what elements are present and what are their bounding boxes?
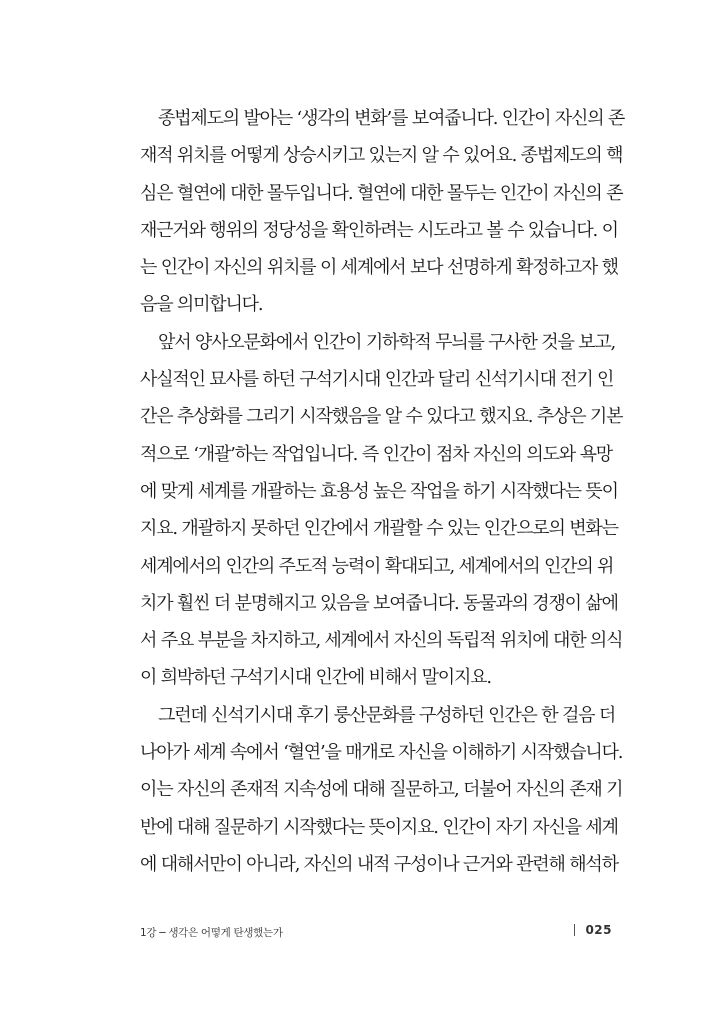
paragraph-line: 이는 자신의 존재적 지속성에 대해 질문하고, 더불어 자신의 존재 기 [140,779,623,801]
paragraph-line: 재적 위치를 어떻게 상승시키고 있는지 알 수 있어요. 종법제도의 핵 [140,145,623,167]
paragraph-line: 지요. 개괄하지 못하던 인간에서 개괄할 수 있는 인간으로의 변화는 [140,518,618,540]
paragraph-line: 앞서 양사오문화에서 인간이 기하학적 무늬를 구사한 것을 보고, [158,331,616,353]
paragraph-line: 세계에서의 인간의 주도적 능력이 확대되고, 세계에서의 인간의 위 [140,555,614,577]
paragraph-line: 반에 대해 질문하기 시작했다는 뜻이지요. 인간이 자기 자신을 세계 [140,816,618,838]
running-footer-chapter-title: 1강 ─ 생각은 어떻게 탄생했는가 [140,927,283,939]
paragraph-line: 사실적인 묘사를 하던 구석기시대 인간과 달리 신석기시대 전기 인 [140,369,614,391]
paragraph-line: 서 주요 부분을 차지하고, 세계에서 자신의 독립적 위치에 대한 의식 [140,630,623,652]
paragraph-line: 그런데 신석기시대 후기 룽산문화를 구성하던 인간은 한 걸음 더 [158,704,616,726]
paragraph-line: 간은 추상화를 그리기 시작했음을 알 수 있다고 했지요. 추상은 기본 [140,406,623,428]
paragraph-line: 치가 훨씬 더 분명해지고 있음을 보여줍니다. 동물과의 경쟁이 삶에 [140,592,618,614]
page-number-area [574,923,612,937]
paragraph-line: 이 희박하던 구석기시대 인간에 비해서 말이지요. [140,667,491,689]
paragraph-line: 재근거와 행위의 정당성을 확인하려는 시도라고 볼 수 있습니다. 이 [140,219,618,241]
paragraph-line: 적으로 ‘개괄’하는 작업입니다. 즉 인간이 점차 자신의 의도와 욕망 [140,443,612,465]
paragraph-line: 종법제도의 발아는 ‘생각의 변화’를 보여줍니다. 인간이 자신의 존 [158,108,625,129]
body-text [140,100,625,883]
page-number: 025 [585,923,612,937]
paragraph-line: 음을 의미합니다. [140,294,263,316]
paragraph-line: 에 대해서만이 아니라, 자신의 내적 구성이나 근거와 관련해 해석하 [140,853,618,875]
paragraph-line: 나아가 세계 속에서 ‘혈연’을 매개로 자신을 이해하기 시작했습니다. [140,742,623,764]
paragraph-line: 에 맞게 세계를 개괄하는 효용성 높은 작업을 하기 시작했다는 뜻이 [140,480,618,502]
paragraph-line: 심은 혈연에 대한 몰두입니다. 혈연에 대한 몰두는 인간이 자신의 존 [140,182,623,204]
paragraph-line: 는 인간이 자신의 위치를 이 세계에서 보다 선명하게 확정하고자 했 [140,257,618,279]
footer-divider [574,924,575,936]
